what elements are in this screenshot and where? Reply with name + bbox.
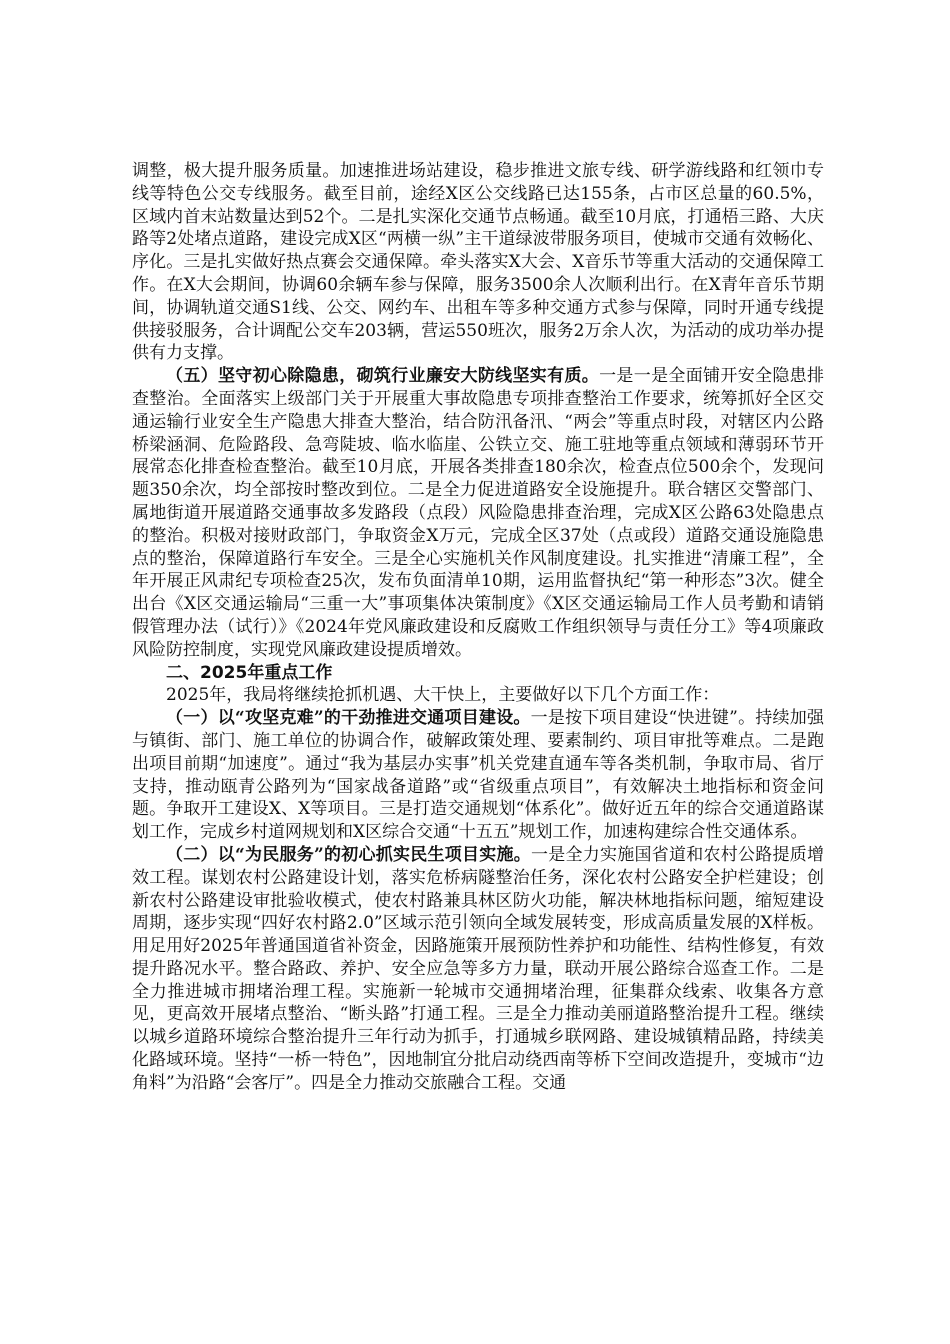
intro-paragraph: 2025年，我局将继续抢抓机遇、大干快上，主要做好以下几个方面工作： (166, 685, 720, 706)
item-body: 一是按下项目建设“快进键”。持续加强与镇街、部门、施工单位的协调合作，破解政策处理、要素制约、项目审批等难点。二是跑出项目前期“加速度”。通过“我为基层办实事”机关党建直通车等各类机制，争取市局、省厅支持，推动瓯青公路列为“国家战备道路”或“省级重点项目”，有效解决土地指标和资金问题。争取开工建设X、X等项目。三是打造交通规划“体系化”。做好近五年的综合交通道路谋划工作，完成乡村道网规划和X区综合交通“十五五”规划工作，加速构建综合性交通体系。 (132, 708, 824, 843)
work-item-project-construction (132, 707, 824, 844)
paragraph-transport-service (132, 160, 824, 365)
paragraph-safety-section (132, 365, 824, 661)
item-lead-heading: （二）以“为民服务”的初心抓实民生项目实施。 (166, 844, 532, 865)
item-body: 一是全力实施国省道和农村公路提质增效工程。谋划农村公路建设计划，落实危桥病隧整治任务，深化农村公路安全护栏建设；创新农村公路建设审批验收模式，使农村路兼具林区防火功能，解决林地指标问题，缩短建设周期，逐步实现“四好农村路2.0”区域示范引领向全域发展转变，形成高质量发展的X样板。用足用好2025年普通国道省补资金，因路施策开展预防性养护和功能性、结构性修复，有效提升路况水平。整合路政、养护、安全应急等多方力量，联动开展公路综合巡查工作。二是全力推进城市拥堵治理工程。实施新一轮城市交通拥堵治理，征集群众线索、收集各方意见，更高效开展堵点整治、“断头路”打通工程。三是全力推动美丽道路整治提升工程。继续以城乡道路环境综合整治提升三年行动为抓手，打通城乡联网路、建设城镇精品路，持续美化路域环境。坚持“一桥一特色”，因地制宜分批启动绕西南等桥下空间改造提升，变城市“边角料”为沿路“会客厅”。四是全力推动交旅融合工程。交通 (132, 844, 825, 1093)
work-item-livelihood-projects (132, 844, 824, 1095)
paragraph-body: 调整，极大提升服务质量。加速推进场站建设，稳步推进文旅专线、研学游线路和红领巾专线等特色公交专线服务。截至目前，途经X区公交线路已达155条，占市区总量的60.5%，区域内首末站数量达到52个。二是扎实深化交通节点畅通。截至10月底，打通梧三路、大庆路等2处堵点道路，建设完成X区“两横一纵”主干道绿波带服务项目，使城市交通有效畅化、序化。三是扎实做好热点赛会交通保障。牵头落实X大会、X音乐节等重大活动的交通保障工作。在X大会期间，协调60余辆车参与保障，服务3500余人次顺利出行。在X青年音乐节期间，协调轨道交通S1线、公交、网约车、出租车等多种交通方式参与保障，同时开通专线提供接驳服务，合计调配公交车203辆，营运550班次，服务2万余人次，为活动的成功举办提供有力支撑。 (132, 161, 824, 364)
paragraph-body: 一是一是全面铺开安全隐患排查整治。全面落实上级部门关于开展重大事故隐患专项排查整治工作要求，统筹抓好全区交通运输行业安全生产隐患大排查大整治，结合防汛备汛、“两会”等重点时段，对辖区内公路桥梁涵洞、危险路段、急弯陡坡、临水临崖、公铁立交、施工驻地等重点领域和薄弱环节开展常态化排查检查整治。截至10月底，开展各类排查180余次，检查点位500余个，发现问题350余次，均全部按时整改到位。二是全力促进道路安全设施提升。联合辖区交警部门、属地街道开展道路交通事故多发路段（点段）风险隐患排查治理，完成X区公路63处隐患点的整治。积极对接财政部门，争取资金X万元，完成全区37处（点或段）道路交通设施隐患点的整治，保障道路行车安全。三是全心实施机关作风制度建设。扎实推进“清廉工程”，全年开展正风肃纪专项检查25次，发布负面清单10期，运用监督执纪“第一种形态”3次。健全出台《X区交通运输局“三重一大”事项集体决策制度》《X区交通运输局工作人员考勤和请销假管理办法（试行）》《2024年党风廉政建设和反腐败工作组织领导与责任分工》等4项廉政风险防控制度，实现党风廉政建设提质增效。 (132, 366, 825, 660)
item-lead-heading: （一）以“攻坚克难”的干劲推进交通项目建设。 (166, 708, 531, 729)
document-page (132, 160, 824, 1095)
section-heading: 二、2025年重点工作 (166, 662, 333, 683)
section-lead-heading: （五）坚守初心除隐患，砌筑行业廉安大防线坚实有质。 (166, 366, 600, 387)
